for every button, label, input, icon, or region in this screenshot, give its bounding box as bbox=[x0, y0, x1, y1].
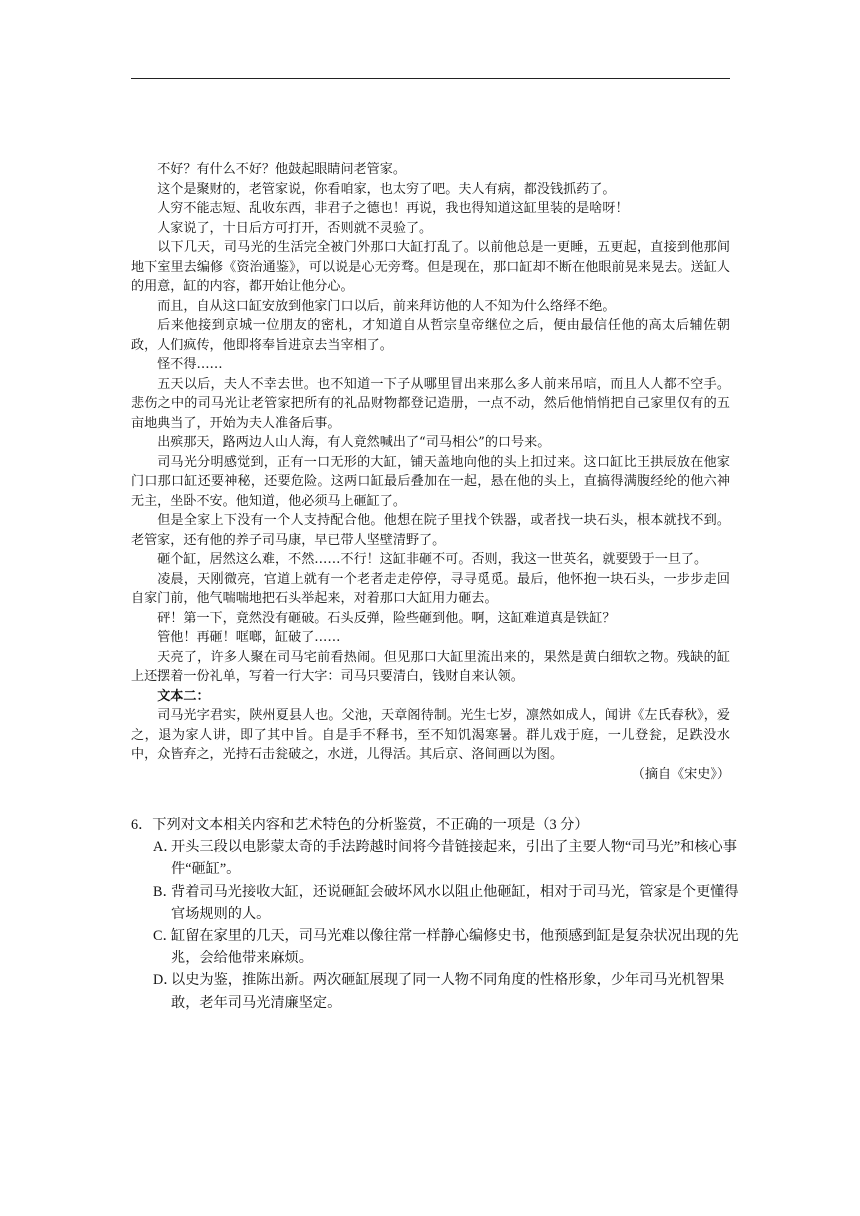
paragraph: 天亮了，许多人聚在司马宅前看热闹。但见那口大缸里流出来的，果然是黄白细软之物。残缺的缸上还摆着一份礼单，写着一行大字：司马只要清白，钱财自来认领。 bbox=[131, 649, 730, 684]
paragraph: 砸个缸，居然这么难，不然……不行！这缸非砸不可。否则，我这一世英名，就要毁于一旦了。 bbox=[157, 552, 708, 567]
option-letter: B． bbox=[153, 883, 177, 900]
paragraph: 人穷不能志短、乱收东西，非君子之德也！再说，我也得知道这缸里装的是啥呀！ bbox=[157, 201, 629, 216]
reading-passage bbox=[131, 160, 730, 784]
header-rule bbox=[131, 78, 730, 79]
option-letter: C． bbox=[153, 928, 177, 945]
paragraph: 人家说了，十日后方可打开，否则就不灵验了。 bbox=[157, 220, 433, 236]
paragraph: 凌晨，天刚微亮，官道上就有一个老者走走停停，寻寻觅觅。最后，他怀抱一块石头，一步步走回自家门前，他气喘喘地把石头举起来，对着那口大缸用力砸去。 bbox=[131, 571, 730, 606]
paragraph: 五天以后，夫人不幸去世。也不知道一下子从哪里冒出来那么多人前来吊唁，而且人人都不空手。悲伤之中的司马光让老管家把所有的礼品财物都登记造册，一点不动，然后他悄悄把自己家里仅有的五亩地典当了，开始为夫人准备后事。 bbox=[131, 376, 730, 431]
option-a[interactable] bbox=[131, 836, 743, 880]
question-stem: 6．下列对文本相关内容和艺术特色的分析鉴赏，不正确的一项是（3 分） bbox=[131, 817, 589, 833]
option-letter: D． bbox=[153, 972, 178, 989]
question-6 bbox=[131, 814, 743, 1014]
paragraph: 后来他接到京城一位朋友的密札，才知道自从哲宗皇帝继位之后，便由最信任他的高太后辅佐朝政，人们疯传，他即将奉旨进京去当宰相了。 bbox=[131, 318, 730, 353]
paragraph: 而且，自从这口缸安放到他家门口以后，前来拜访他的人不知为什么络绎不绝。 bbox=[157, 298, 616, 314]
option-d[interactable] bbox=[131, 969, 743, 1013]
paragraph: 司马光分明感觉到，正有一口无形的大缸，铺天盖地向他的头上扣过来。这口缸比王拱辰放在他家门口那口缸还要神秘，还要危险。这两口缸最后叠加在一起，悬在他的头上，直搞得满腹经纶的他六神无主，坐卧不安。他知道，他必须马上砸缸了。 bbox=[131, 454, 730, 509]
paragraph: 以下几天，司马光的生活完全被门外那口大缸打乱了。以前他总是一更睡，五更起，直接到他那间地下室里去编修《资治通鉴》，可以说是心无旁骛。但是现在，那口缸却不断在他眼前晃来晃去。送缸人的用意，缸的内容，都开始让他分心。 bbox=[131, 240, 730, 294]
paragraph: 出殡那天，路两边人山人海，有人竟然喊出了“司马相公”的口号来。 bbox=[157, 435, 551, 450]
text2-heading: 文本二： bbox=[157, 688, 210, 704]
option-text: 缸留在家里的几天，司马光难以像往常一样静心编修史书，他预感到缸是复杂状况出现的先兆，会给他带来麻烦。 bbox=[171, 928, 739, 967]
option-c[interactable] bbox=[131, 925, 743, 969]
option-letter: A． bbox=[153, 839, 178, 856]
option-text: 背着司马光接收大缸，还说砸缸会破坏风水以阻止他砸缸，相对于司马光，管家是个更懂得官场规则的人。 bbox=[171, 883, 739, 922]
paragraph: 管他！再砸！哐啷，缸破了…… bbox=[157, 630, 341, 645]
option-b[interactable] bbox=[131, 881, 743, 925]
option-text: 开头三段以电影蒙太奇的手法跨越时间将今昔链接起来，引出了主要人物“司马光”和核心事件“砸缸”。 bbox=[171, 839, 737, 878]
paragraph: 这个是聚财的，老管家说，你看咱家，也太穷了吧。夫人有病，都没钱抓药了。 bbox=[157, 181, 616, 197]
text2-body: 司马光字君实，陕州夏县人也。父池，天章阁待制。光生七岁，凛然如成人，闻讲《左氏春秋》，爱之，退为家人讲，即了其中旨。自是手不释书，至不知饥渴寒暑。群儿戏于庭，一儿登瓮，足跌没水中，众皆弃之，光持石击瓮破之，水迸，儿得活。其后京、洛间画以为图。 bbox=[131, 708, 730, 762]
paragraph: 但是全家上下没有一个人支持配合他。他想在院子里找个铁器，或者找一块石头，根本就找不到。老管家，还有他的养子司马康，早已带人坚壁清野了。 bbox=[131, 513, 730, 548]
paragraph: 怪不得…… bbox=[157, 357, 223, 372]
option-text: 以史为鉴，推陈出新。两次砸缸展现了同一人物不同角度的性格形象，少年司马光机智果敢，老年司马光清廉坚定。 bbox=[171, 972, 725, 1011]
paragraph: 砰！第一下，竟然没有砸破。石头反弹，险些砸到他。啊，这缸难道真是铁缸？ bbox=[157, 610, 616, 626]
paragraph: 不好？有什么不好？他鼓起眼睛问老管家。 bbox=[157, 162, 406, 177]
text2-source: （摘自《宋史》） bbox=[631, 766, 730, 782]
